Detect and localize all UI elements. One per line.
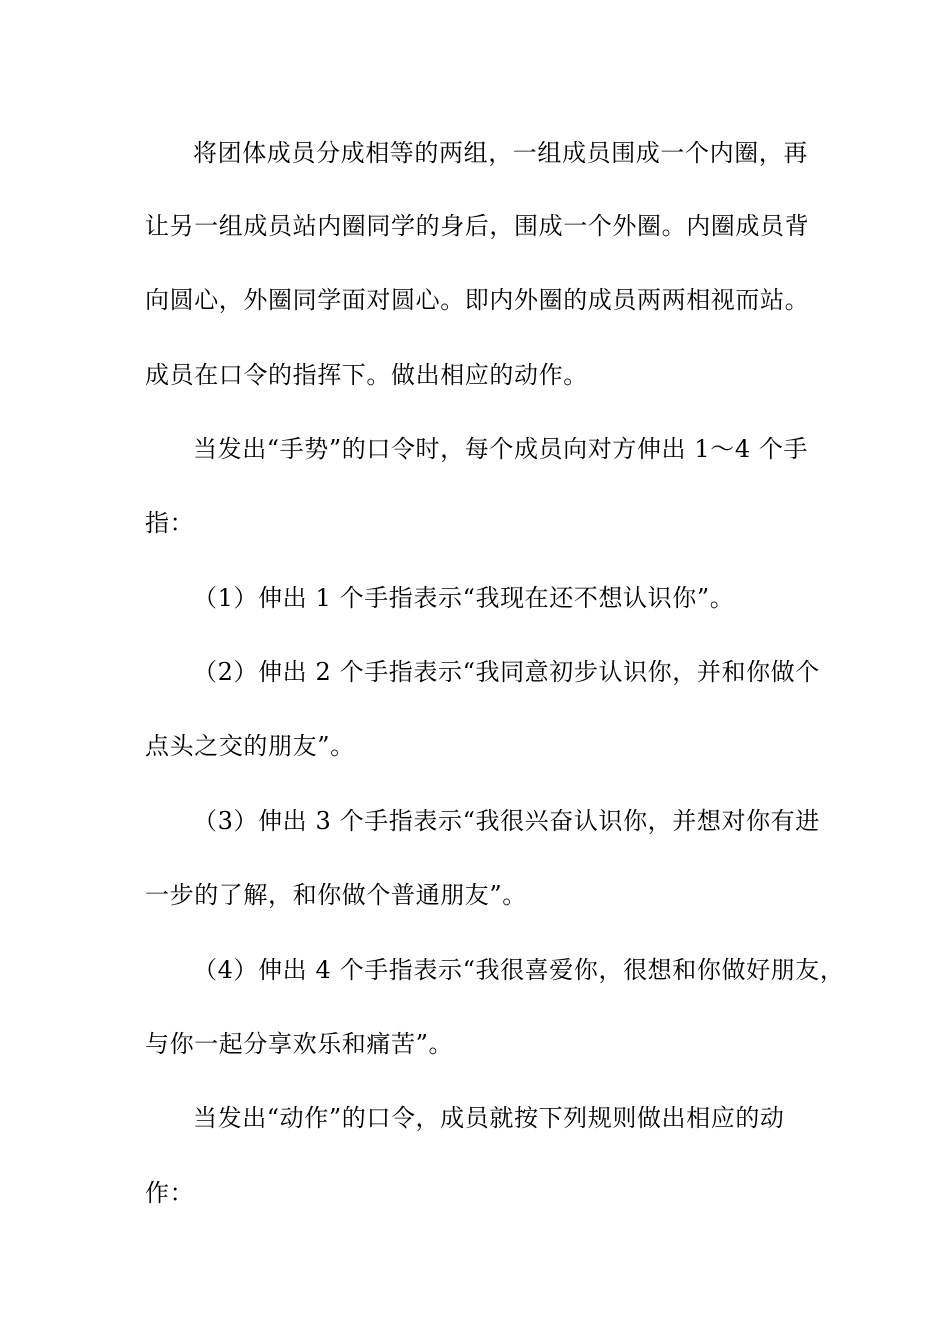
list-item-line: 点头之交的朋友”。 (145, 732, 355, 760)
paragraph-line: 向圆心，外圈同学面对圆心。即内外圈的成员两两相视而站。 (145, 286, 810, 314)
list-item-line: 一步的了解，和你做个普通朋友”。 (145, 881, 527, 909)
list-item-line: （1）伸出 1 个手指表示“我现在还不想认识你”。 (193, 584, 735, 612)
paragraph-line: 当发出“动作”的口令，成员就按下列规则做出相应的动 (193, 1104, 785, 1132)
list-item-line: （4）伸出 4 个手指表示“我很喜爱你，很想和你做好朋友， (193, 956, 845, 984)
list-item-line: （2）伸出 2 个手指表示“我同意初步认识你，并和你做个 (193, 658, 820, 686)
paragraph-line: 成员在口令的指挥下。做出相应的动作。 (145, 361, 588, 389)
list-item-line: （3）伸出 3 个手指表示“我很兴奋认识你，并想对你有进 (193, 807, 820, 835)
paragraph-line: 让另一组成员站内圈同学的身后，围成一个外圈。内圈成员背 (145, 212, 810, 240)
list-item-line: 与你一起分享欢乐和痛苦”。 (145, 1030, 454, 1058)
paragraph-line: 作： (145, 1179, 195, 1207)
paragraph-line: 当发出“手势”的口令时，每个成员向对方伸出 1～4 个手 (193, 435, 809, 463)
paragraph-line: 将团体成员分成相等的两组，一组成员围成一个内圈，再 (193, 139, 808, 167)
paragraph-line: 指： (145, 509, 195, 537)
